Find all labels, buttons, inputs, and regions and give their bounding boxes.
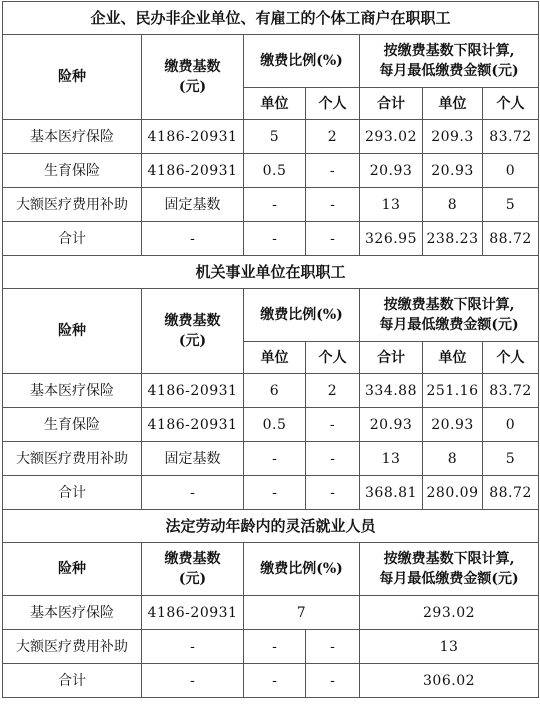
header-type: 险种 <box>3 35 142 120</box>
row-unit-amount: 280.09 <box>423 476 483 510</box>
row-unit-amount: 20.93 <box>423 408 483 442</box>
header-min-amount <box>360 35 539 88</box>
row-name: 生育保险 <box>3 154 142 188</box>
table-row <box>3 630 539 664</box>
row-unit-ratio: - <box>244 188 306 222</box>
table-row <box>3 188 539 222</box>
header-total: 合计 <box>360 88 423 120</box>
row-personal-ratio: 2 <box>306 374 360 408</box>
row-total: 326.95 <box>360 222 423 256</box>
row-unit-ratio: - <box>244 664 306 698</box>
row-name: 合计 <box>3 476 142 510</box>
row-unit-ratio: 0.5 <box>244 154 306 188</box>
header-base-line1: 缴费基数 <box>164 59 221 75</box>
row-base: - <box>142 664 244 698</box>
header-base-line2: (元) <box>178 571 207 587</box>
row-personal-amount: 83.72 <box>483 374 539 408</box>
row-base: 4186-20931 <box>142 374 244 408</box>
row-unit-ratio: - <box>244 630 306 664</box>
header-min-line1: 按缴费基数下限计算, <box>383 551 515 567</box>
row-personal-ratio: - <box>306 188 360 222</box>
row-name: 基本医疗保险 <box>3 596 142 630</box>
header-base-line2: (元) <box>178 79 207 95</box>
header-total: 合计 <box>360 342 423 374</box>
row-personal-ratio: - <box>306 408 360 442</box>
row-personal-amount: 0 <box>483 408 539 442</box>
row-total: 20.93 <box>360 408 423 442</box>
row-personal-amount: 5 <box>483 188 539 222</box>
row-base: 4186-20931 <box>142 408 244 442</box>
row-base: - <box>142 222 244 256</box>
row-unit-ratio: - <box>244 476 306 510</box>
header-personal: 个人 <box>483 88 539 120</box>
row-total: 13 <box>360 188 423 222</box>
row-base: 固定基数 <box>142 188 244 222</box>
table-row <box>3 596 539 630</box>
header-base <box>142 35 244 120</box>
header-ratio: 缴费比例(%) <box>244 543 360 596</box>
row-personal-ratio: 2 <box>306 120 360 154</box>
row-unit-amount: 8 <box>423 188 483 222</box>
header-unit: 单位 <box>423 342 483 374</box>
row-personal-ratio: - <box>306 664 360 698</box>
header-min-line2: 每月最低缴费金额(元) <box>379 571 519 587</box>
row-name: 合计 <box>3 664 142 698</box>
row-amount: 293.02 <box>360 596 539 630</box>
row-name: 大额医疗费用补助 <box>3 188 142 222</box>
row-unit-ratio: 6 <box>244 374 306 408</box>
section-title: 企业、民办非企业单位、有雇工的个体工商户在职职工 <box>3 2 539 35</box>
row-base: - <box>142 476 244 510</box>
header-min-line1: 按缴费基数下限计算, <box>383 43 515 59</box>
header-base <box>142 543 244 596</box>
header-base-line2: (元) <box>178 333 207 349</box>
row-unit-amount: 209.3 <box>423 120 483 154</box>
header-unit: 单位 <box>244 342 306 374</box>
row-unit-ratio: 0.5 <box>244 408 306 442</box>
row-personal-ratio: - <box>306 476 360 510</box>
header-min-line2: 每月最低缴费金额(元) <box>379 317 519 333</box>
row-base: 4186-20931 <box>142 596 244 630</box>
row-personal-ratio: - <box>306 630 360 664</box>
table-row <box>3 664 539 698</box>
row-base: 4186-20931 <box>142 154 244 188</box>
table-row <box>3 154 539 188</box>
row-total: 334.88 <box>360 374 423 408</box>
row-personal-ratio: - <box>306 154 360 188</box>
section-title: 机关事业单位在职职工 <box>3 256 539 289</box>
row-total: 293.02 <box>360 120 423 154</box>
table-row <box>3 374 539 408</box>
row-ratio: 7 <box>244 596 360 630</box>
row-personal-amount: 88.72 <box>483 476 539 510</box>
row-base: 固定基数 <box>142 442 244 476</box>
header-base <box>142 289 244 374</box>
row-total: 20.93 <box>360 154 423 188</box>
header-base-line1: 缴费基数 <box>164 313 221 329</box>
header-personal: 个人 <box>306 342 360 374</box>
table-row <box>3 408 539 442</box>
row-name: 大额医疗费用补助 <box>3 630 142 664</box>
row-total: 13 <box>360 442 423 476</box>
row-name: 基本医疗保险 <box>3 120 142 154</box>
row-name: 合计 <box>3 222 142 256</box>
row-base: - <box>142 630 244 664</box>
row-unit-amount: 20.93 <box>423 154 483 188</box>
header-min-amount <box>360 289 539 342</box>
row-name: 生育保险 <box>3 408 142 442</box>
row-name: 大额医疗费用补助 <box>3 442 142 476</box>
row-unit-amount: 251.16 <box>423 374 483 408</box>
row-personal-amount: 5 <box>483 442 539 476</box>
header-personal: 个人 <box>483 342 539 374</box>
header-unit: 单位 <box>244 88 306 120</box>
row-personal-amount: 83.72 <box>483 120 539 154</box>
row-unit-ratio: - <box>244 222 306 256</box>
row-personal-ratio: - <box>306 442 360 476</box>
row-name: 基本医疗保险 <box>3 374 142 408</box>
row-unit-amount: 8 <box>423 442 483 476</box>
row-unit-amount: 238.23 <box>423 222 483 256</box>
header-ratio: 缴费比例(%) <box>244 289 360 342</box>
header-type: 险种 <box>3 289 142 374</box>
table-row <box>3 476 539 510</box>
header-personal: 个人 <box>306 88 360 120</box>
row-unit-ratio: 5 <box>244 120 306 154</box>
header-min-line1: 按缴费基数下限计算, <box>383 297 515 313</box>
header-min-line2: 每月最低缴费金额(元) <box>379 63 519 79</box>
header-min-amount <box>360 543 539 596</box>
table-row <box>3 120 539 154</box>
row-personal-amount: 88.72 <box>483 222 539 256</box>
row-personal-ratio: - <box>306 222 360 256</box>
header-unit: 单位 <box>423 88 483 120</box>
row-personal-amount: 0 <box>483 154 539 188</box>
header-base-line1: 缴费基数 <box>164 551 221 567</box>
row-amount: 306.02 <box>360 664 539 698</box>
row-total: 368.81 <box>360 476 423 510</box>
row-base: 4186-20931 <box>142 120 244 154</box>
row-amount: 13 <box>360 630 539 664</box>
table-row <box>3 222 539 256</box>
table-row <box>3 442 539 476</box>
header-type: 险种 <box>3 543 142 596</box>
header-ratio: 缴费比例(%) <box>244 35 360 88</box>
medical-insurance-table <box>2 1 539 698</box>
section-title: 法定劳动年龄内的灵活就业人员 <box>3 510 539 543</box>
row-unit-ratio: - <box>244 442 306 476</box>
